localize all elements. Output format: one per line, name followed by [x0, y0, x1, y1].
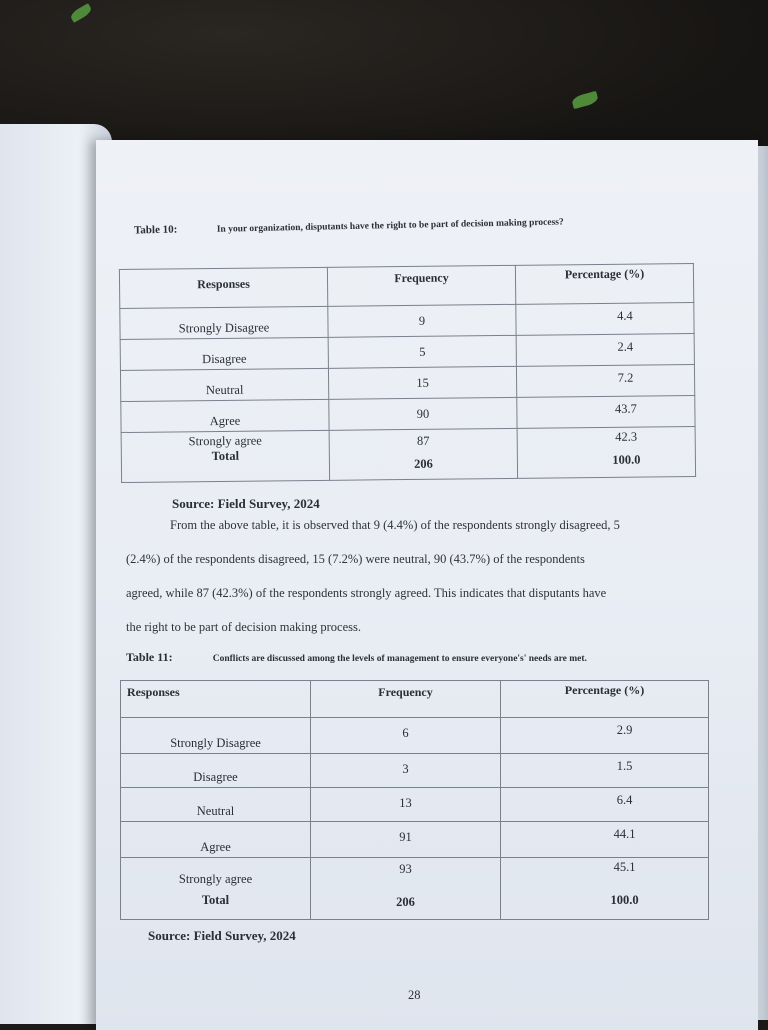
paragraph-line: (2.4%) of the respondents disagreed, 15 (7.2%) were neutral, 90 (43.7%) of the respondents: [126, 552, 585, 566]
table10-title: In your organization, disputants have the right to be part of decision making process?: [216, 217, 564, 235]
percentage-cell: [501, 858, 709, 920]
table-header-row: [119, 264, 693, 309]
table10: [119, 263, 696, 483]
table-row: [121, 718, 709, 754]
frequency-cell: 9: [328, 304, 516, 337]
frequency-cell: 5: [328, 335, 516, 368]
table11-label: Table 11:: [126, 650, 173, 664]
page-number: 28: [408, 988, 421, 1002]
response-label: Strongly agree: [188, 433, 262, 449]
response-cell: Neutral: [120, 368, 328, 401]
total-frequency: 206: [414, 456, 433, 471]
table-row: [121, 754, 709, 788]
table10-caption: [134, 216, 564, 237]
response-cell: Agree: [121, 822, 311, 858]
table11-title: Conflicts are discussed among the levels of management to ensure everyone's' needs are met.: [212, 654, 587, 664]
frequency-cell: 3: [311, 754, 501, 788]
table11-caption: [126, 650, 587, 665]
table10-label: Table 10:: [133, 223, 178, 237]
table-row: [121, 426, 695, 482]
response-cell: Disagree: [120, 337, 328, 370]
percentage-cell: 43.7: [517, 395, 695, 428]
total-percentage: 100.0: [612, 452, 641, 467]
total-frequency: 206: [396, 895, 415, 909]
header-frequency: Frequency: [311, 681, 501, 718]
percentage-cell: 2.9: [501, 718, 709, 754]
response-cell: Agree: [121, 399, 329, 432]
percentage-value: 45.1: [613, 860, 636, 874]
frequency-cell: 90: [329, 397, 517, 430]
header-responses: Responses: [121, 681, 311, 718]
total-label: Total: [201, 893, 230, 907]
table-row: [121, 788, 709, 822]
header-responses: Responses: [119, 267, 327, 308]
response-cell: Strongly Disagree: [120, 306, 328, 339]
frequency-value: 93: [399, 862, 412, 876]
percentage-cell: 1.5: [501, 754, 709, 788]
percentage-cell: 7.2: [516, 364, 694, 397]
header-frequency: Frequency: [327, 265, 515, 306]
percentage-cell: [517, 426, 696, 478]
table11: [120, 680, 709, 920]
response-cell: Neutral: [121, 788, 311, 822]
response-label: Strongly agree: [178, 872, 253, 886]
table11-source: Source: Field Survey, 2024: [148, 928, 296, 943]
percentage-cell: 2.4: [516, 333, 694, 366]
frequency-value: 87: [416, 433, 430, 448]
frequency-cell: [311, 858, 501, 920]
percentage-cell: 44.1: [501, 822, 709, 858]
table-row: [121, 858, 709, 920]
paragraph-line: the right to be part of decision making process.: [126, 620, 362, 634]
percentage-cell: 4.4: [516, 302, 694, 335]
header-percentage: Percentage (%): [515, 264, 693, 305]
response-cell: [121, 858, 311, 920]
table-header-row: [121, 681, 709, 718]
paragraph-line: agreed, while 87 (42.3%) of the respondents strongly agreed. This indicates that disputants have: [126, 586, 607, 600]
header-percentage: Percentage (%): [501, 681, 709, 718]
body-paragraph: [126, 508, 726, 644]
frequency-cell: 13: [311, 788, 501, 822]
response-cell: [121, 430, 330, 482]
response-cell: Disagree: [121, 754, 311, 788]
total-label: Total: [211, 448, 240, 464]
table10-source: Source: Field Survey, 2024: [172, 496, 320, 511]
frequency-cell: [329, 428, 518, 480]
percentage-value: 42.3: [615, 429, 638, 444]
table-row: [121, 822, 709, 858]
frequency-cell: 91: [311, 822, 501, 858]
response-cell: Strongly Disagree: [121, 718, 311, 754]
document-page: [96, 140, 758, 1030]
total-percentage: 100.0: [610, 893, 639, 907]
percentage-cell: 6.4: [501, 788, 709, 822]
paragraph-line: From the above table, it is observed that 9 (4.4%) of the respondents strongly disagreed, 5: [170, 518, 620, 532]
frequency-cell: 6: [311, 718, 501, 754]
frequency-cell: 15: [328, 366, 516, 399]
